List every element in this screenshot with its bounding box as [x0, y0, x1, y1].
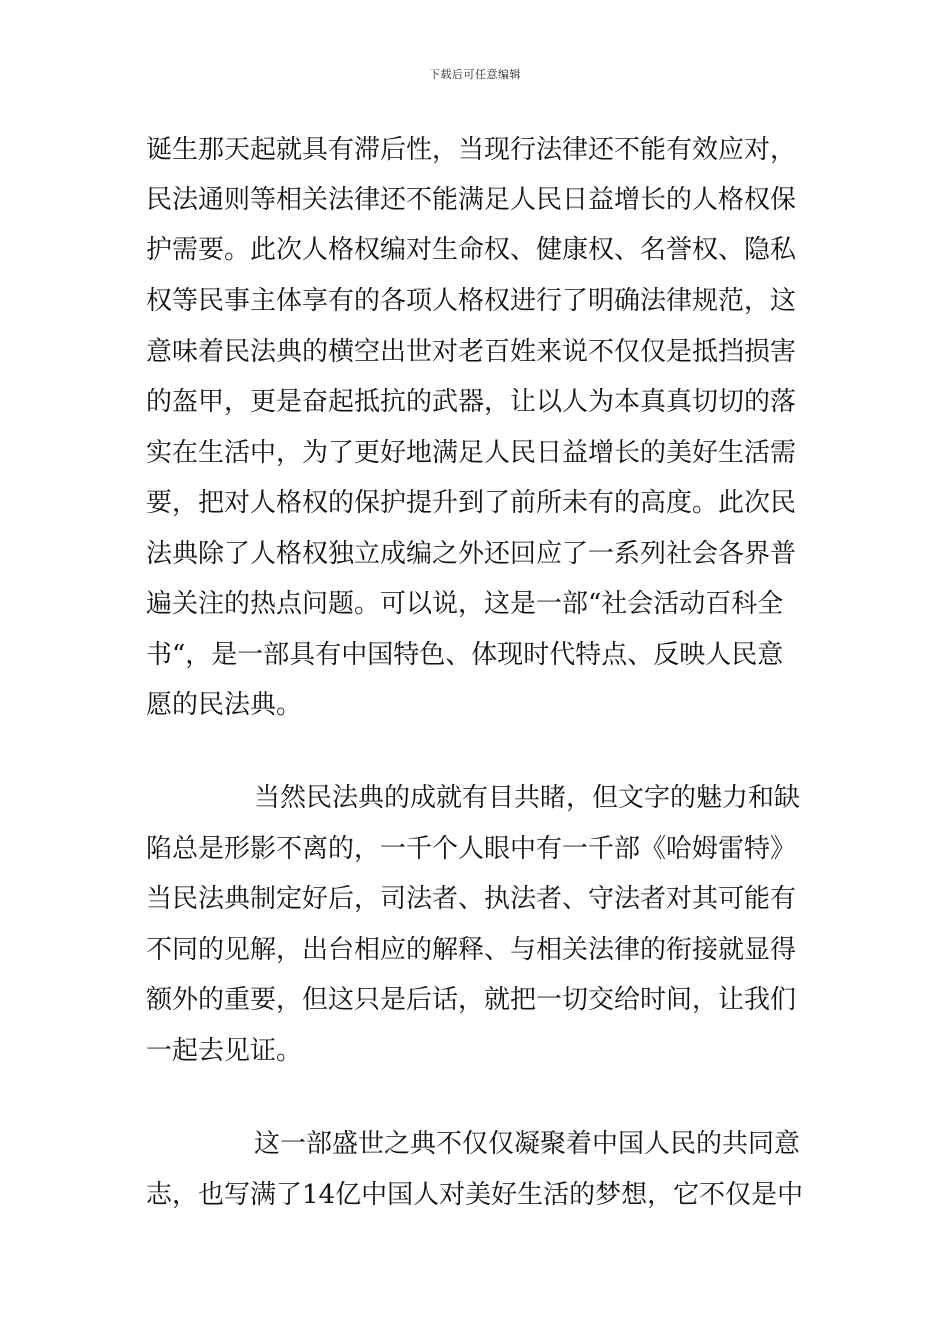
paragraph-2-line: 一起去见证。 [146, 1036, 303, 1066]
paragraph-1-line: 护需要。此次人格权编对生命权、健康权、名誉权、隐私 [146, 235, 797, 265]
paragraph-1-line: 遍关注的热点问题。可以说，这是一部“社会活动百科全 [146, 589, 784, 619]
page-header: 下载后可任意编辑 [429, 68, 521, 81]
paragraph-1-line: 愿的民法典。 [146, 690, 303, 720]
paragraph-2-line: 当民法典制定好后，司法者、执法者、守法者对其可能有 [146, 884, 797, 914]
paragraph-1-line: 民法通则等相关法律还不能满足人民日益增长的人格权保 [146, 185, 797, 215]
paragraph-3-line: 志，也写满了14亿中国人对美好生活的梦想，它不仅是中 [146, 1180, 804, 1210]
paragraph-2-line: 当然民法典的成就有目共睹，但文字的魅力和缺 [254, 783, 801, 813]
paragraph-1-line: 诞生那天起就具有滞后性，当现行法律还不能有效应对， [146, 135, 797, 165]
paragraph-1-line: 书“，是一部具有中国特色、体现时代特点、反映人民意 [146, 640, 784, 670]
paragraph-1-line: 权等民事主体享有的各项人格权进行了明确法律规范，这 [146, 286, 797, 316]
paragraph-1-line: 的盔甲，更是奋起抵抗的武器，让以人为本真真切切的落 [146, 387, 797, 417]
paragraph-1-line: 法典除了人格权独立成编之外还回应了一系列社会各界普 [146, 539, 797, 569]
paragraph-3-line: 这一部盛世之典不仅仅凝聚着中国人民的共同意 [254, 1129, 801, 1159]
paragraph-1-line: 实在生活中，为了更好地满足人民日益增长的美好生活需 [146, 438, 797, 468]
paragraph-2-line: 额外的重要，但这只是后话，就把一切交给时间，让我们 [146, 985, 797, 1015]
paragraph-1-line: 要，把对人格权的保护提升到了前所未有的高度。此次民 [146, 488, 797, 518]
paragraph-1-line: 意味着民法典的横空出世对老百姓来说不仅仅是抵挡损害 [146, 337, 797, 367]
paragraph-2-line: 不同的见解，出台相应的解释、与相关法律的衔接就显得 [146, 935, 797, 965]
paragraph-2-line: 陷总是形影不离的，一千个人眼中有一千部《哈姆雷特》 [146, 834, 797, 864]
